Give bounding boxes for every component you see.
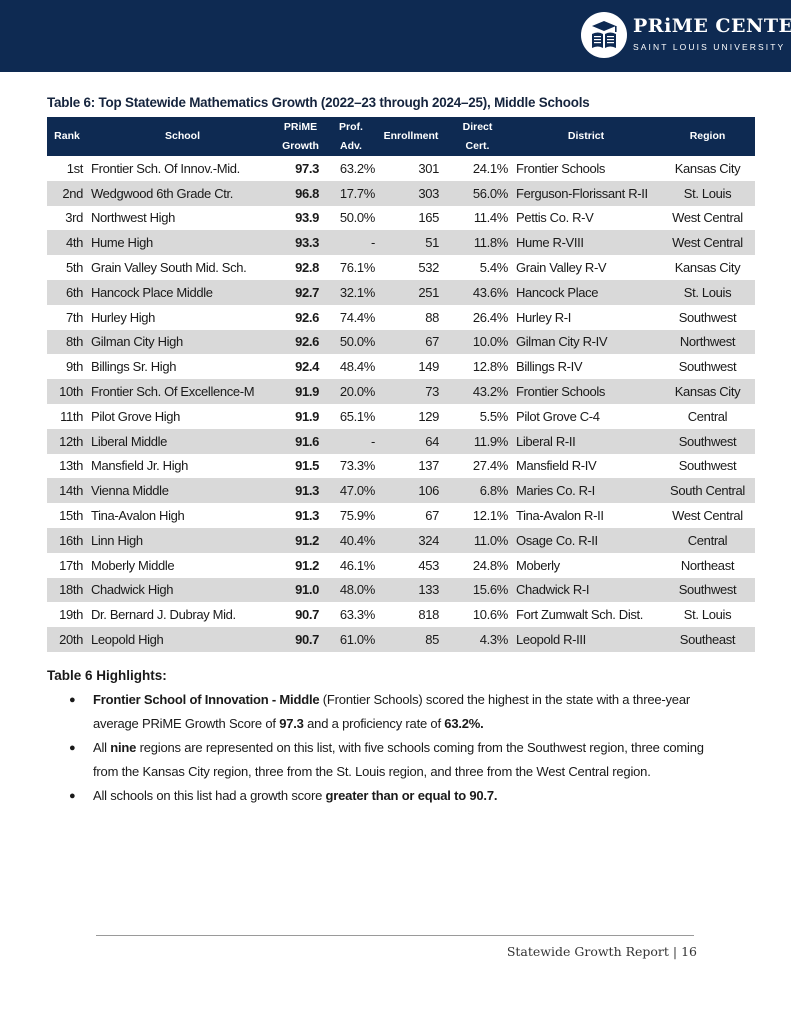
cell-direct-cert: 24.8%: [443, 553, 512, 578]
cell-prof-adv: 61.0%: [323, 627, 379, 652]
cell-growth: 92.8: [278, 255, 323, 280]
cell-school: Vienna Middle: [87, 478, 278, 503]
cell-enrollment: 64: [379, 429, 443, 454]
cell-school: Linn High: [87, 528, 278, 553]
col-header-region: Region: [660, 117, 755, 156]
cell-district: Frontier Schools: [512, 156, 660, 181]
cell-rank: 12th: [47, 429, 87, 454]
bullet-icon: ●: [69, 694, 76, 706]
cell-prof-adv: 65.1%: [323, 404, 379, 429]
cell-enrollment: 303: [379, 181, 443, 206]
table-row: [47, 330, 755, 355]
cell-school: Frontier Sch. Of Innov.-Mid.: [87, 156, 278, 181]
table-row: [47, 478, 755, 503]
highlight-bold: greater than or equal to 90.7.: [325, 788, 498, 803]
cell-direct-cert: 10.0%: [443, 330, 512, 355]
cell-prof-adv: 20.0%: [323, 379, 379, 404]
cell-district: Frontier Schools: [512, 379, 660, 404]
col-header-prof-line1: Prof.: [339, 120, 363, 133]
cell-growth: 96.8: [278, 181, 323, 206]
cell-growth: 91.9: [278, 404, 323, 429]
cell-enrollment: 453: [379, 553, 443, 578]
table-body: [47, 156, 755, 652]
cell-direct-cert: 5.4%: [443, 255, 512, 280]
cell-district: Hancock Place: [512, 280, 660, 305]
cell-district: Pilot Grove C-4: [512, 404, 660, 429]
cell-enrollment: 324: [379, 528, 443, 553]
col-header-direct-line1: Direct: [462, 120, 493, 133]
cell-region: St. Louis: [660, 602, 755, 627]
cell-growth: 92.4: [278, 354, 323, 379]
cell-enrollment: 251: [379, 280, 443, 305]
cell-district: Hume R-VIII: [512, 230, 660, 255]
cell-growth: 91.6: [278, 429, 323, 454]
cell-direct-cert: 15.6%: [443, 578, 512, 603]
cell-direct-cert: 11.0%: [443, 528, 512, 553]
cell-enrollment: 106: [379, 478, 443, 503]
highlight-bold: Frontier School of Innovation - Middle: [93, 692, 320, 707]
cell-direct-cert: 56.0%: [443, 181, 512, 206]
table-row: [47, 528, 755, 553]
cell-direct-cert: 4.3%: [443, 627, 512, 652]
highlight-text: and a proficiency rate of: [303, 716, 445, 731]
cell-region: Central: [660, 528, 755, 553]
cell-region: Central: [660, 404, 755, 429]
cell-prof-adv: 48.0%: [323, 578, 379, 603]
table-row: [47, 230, 755, 255]
cell-enrollment: 133: [379, 578, 443, 603]
bullet-icon: ●: [69, 790, 76, 802]
col-header-enrollment: Enrollment: [379, 117, 443, 156]
cell-school: Pilot Grove High: [87, 404, 278, 429]
cell-prof-adv: 17.7%: [323, 181, 379, 206]
cell-enrollment: 532: [379, 255, 443, 280]
cell-district: Leopold R-III: [512, 627, 660, 652]
cell-direct-cert: 5.5%: [443, 404, 512, 429]
col-header-direct: [443, 117, 512, 156]
table-row: [47, 156, 755, 181]
cell-rank: 11th: [47, 404, 87, 429]
cell-rank: 5th: [47, 255, 87, 280]
cell-rank: 19th: [47, 602, 87, 627]
cell-rank: 1st: [47, 156, 87, 181]
cell-direct-cert: 43.6%: [443, 280, 512, 305]
cell-enrollment: 51: [379, 230, 443, 255]
header-band: [0, 0, 810, 72]
col-header-growth-line1: PRiME: [283, 120, 318, 133]
cell-district: Ferguson-Florissant R-II: [512, 181, 660, 206]
cell-district: Pettis Co. R-V: [512, 206, 660, 231]
cell-direct-cert: 26.4%: [443, 305, 512, 330]
cell-school: Liberal Middle: [87, 429, 278, 454]
cell-prof-adv: 74.4%: [323, 305, 379, 330]
cell-school: Chadwick High: [87, 578, 278, 603]
cell-prof-adv: -: [323, 429, 379, 454]
cell-prof-adv: 76.1%: [323, 255, 379, 280]
cell-enrollment: 85: [379, 627, 443, 652]
cell-rank: 8th: [47, 330, 87, 355]
cell-prof-adv: -: [323, 230, 379, 255]
cell-prof-adv: 63.3%: [323, 602, 379, 627]
cell-school: Dr. Bernard J. Dubray Mid.: [87, 602, 278, 627]
cell-enrollment: 73: [379, 379, 443, 404]
col-header-growth-line2: Growth: [282, 139, 319, 152]
cell-district: Tina-Avalon R-II: [512, 503, 660, 528]
cell-prof-adv: 48.4%: [323, 354, 379, 379]
cell-district: Moberly: [512, 553, 660, 578]
cell-growth: 91.9: [278, 379, 323, 404]
cell-growth: 92.6: [278, 305, 323, 330]
cell-rank: 14th: [47, 478, 87, 503]
cell-growth: 93.3: [278, 230, 323, 255]
cell-rank: 10th: [47, 379, 87, 404]
cell-school: Tina-Avalon High: [87, 503, 278, 528]
cell-enrollment: 67: [379, 330, 443, 355]
cell-region: Northeast: [660, 553, 755, 578]
cell-growth: 91.3: [278, 478, 323, 503]
cell-district: Grain Valley R-V: [512, 255, 660, 280]
cell-growth: 90.7: [278, 627, 323, 652]
cell-region: Kansas City: [660, 255, 755, 280]
table-row: [47, 354, 755, 379]
cell-school: Mansfield Jr. High: [87, 454, 278, 479]
highlight-item: [47, 736, 707, 784]
cell-district: Chadwick R-I: [512, 578, 660, 603]
col-header-district: District: [512, 117, 660, 156]
cell-prof-adv: 47.0%: [323, 478, 379, 503]
cell-direct-cert: 12.1%: [443, 503, 512, 528]
cell-school: Frontier Sch. Of Excellence-M: [87, 379, 278, 404]
cell-region: St. Louis: [660, 280, 755, 305]
table-row: [47, 379, 755, 404]
table-row: [47, 404, 755, 429]
table-row: [47, 429, 755, 454]
cell-district: Fort Zumwalt Sch. Dist.: [512, 602, 660, 627]
cell-rank: 4th: [47, 230, 87, 255]
cell-direct-cert: 11.4%: [443, 206, 512, 231]
cell-enrollment: 165: [379, 206, 443, 231]
cell-district: Osage Co. R-II: [512, 528, 660, 553]
cell-enrollment: 137: [379, 454, 443, 479]
cell-district: Maries Co. R-I: [512, 478, 660, 503]
cell-direct-cert: 27.4%: [443, 454, 512, 479]
cell-district: Billings R-IV: [512, 354, 660, 379]
cell-enrollment: 88: [379, 305, 443, 330]
cell-growth: 92.6: [278, 330, 323, 355]
cell-school: Grain Valley South Mid. Sch.: [87, 255, 278, 280]
highlight-text: regions are represented on this list, with five schools coming from the Southwest region, three coming from the Kansas City region, three from the St. Louis region, and three from the West Central region.: [93, 740, 704, 779]
table-row: [47, 602, 755, 627]
cell-direct-cert: 11.9%: [443, 429, 512, 454]
cell-district: Mansfield R-IV: [512, 454, 660, 479]
cell-region: Southwest: [660, 429, 755, 454]
col-header-growth: [278, 117, 323, 156]
cell-growth: 97.3: [278, 156, 323, 181]
cell-rank: 2nd: [47, 181, 87, 206]
table-row: [47, 627, 755, 652]
table-row: [47, 280, 755, 305]
cell-growth: 91.2: [278, 528, 323, 553]
cell-region: Northwest: [660, 330, 755, 355]
table-row: [47, 578, 755, 603]
highlight-bold: nine: [110, 740, 137, 755]
cell-region: West Central: [660, 503, 755, 528]
col-header-prof: [323, 117, 379, 156]
cell-rank: 3rd: [47, 206, 87, 231]
cell-region: Southwest: [660, 454, 755, 479]
bullet-icon: ●: [69, 742, 76, 754]
col-header-school: School: [87, 117, 278, 156]
cell-prof-adv: 50.0%: [323, 206, 379, 231]
cell-region: Kansas City: [660, 156, 755, 181]
cell-direct-cert: 6.8%: [443, 478, 512, 503]
highlight-bold: 97.3: [279, 716, 304, 731]
cell-rank: 13th: [47, 454, 87, 479]
cell-region: Southwest: [660, 305, 755, 330]
cell-prof-adv: 75.9%: [323, 503, 379, 528]
cell-rank: 6th: [47, 280, 87, 305]
table-row: [47, 454, 755, 479]
cell-enrollment: 129: [379, 404, 443, 429]
cell-rank: 16th: [47, 528, 87, 553]
cell-growth: 90.7: [278, 602, 323, 627]
book-graduation-cap-icon: [586, 17, 622, 53]
cell-region: South Central: [660, 478, 755, 503]
cell-direct-cert: 43.2%: [443, 379, 512, 404]
footer-page-label: Statewide Growth Report | 16: [506, 944, 697, 959]
cell-enrollment: 149: [379, 354, 443, 379]
brand-subtitle: SAINT LOUIS UNIVERSITY: [633, 42, 786, 52]
cell-growth: 91.0: [278, 578, 323, 603]
cell-prof-adv: 32.1%: [323, 280, 379, 305]
table-row: [47, 181, 755, 206]
cell-growth: 92.7: [278, 280, 323, 305]
cell-district: Liberal R-II: [512, 429, 660, 454]
cell-direct-cert: 24.1%: [443, 156, 512, 181]
table-row: [47, 553, 755, 578]
cell-rank: 15th: [47, 503, 87, 528]
brand-name: PRiME CENTER: [633, 15, 810, 37]
cell-region: West Central: [660, 206, 755, 231]
footer-divider: [96, 935, 694, 936]
table-row: [47, 206, 755, 231]
table-row: [47, 255, 755, 280]
cell-school: Northwest High: [87, 206, 278, 231]
highlight-text: All schools on this list had a growth score: [93, 788, 326, 803]
highlights-title: Table 6 Highlights:: [47, 668, 167, 683]
cell-prof-adv: 40.4%: [323, 528, 379, 553]
highlights-list: [47, 688, 707, 808]
highlight-item: [47, 688, 707, 736]
cell-region: Southwest: [660, 354, 755, 379]
table-title: Table 6: Top Statewide Mathematics Growth (2022–23 through 2024–25), Middle Schools: [47, 95, 590, 110]
cell-district: Gilman City R-IV: [512, 330, 660, 355]
cell-region: Southeast: [660, 627, 755, 652]
table-header-row: [47, 117, 755, 156]
table-row: [47, 503, 755, 528]
cell-school: Hancock Place Middle: [87, 280, 278, 305]
cell-school: Hurley High: [87, 305, 278, 330]
col-header-rank: Rank: [47, 117, 87, 156]
cell-school: Moberly Middle: [87, 553, 278, 578]
cell-prof-adv: 63.2%: [323, 156, 379, 181]
logo-badge: [581, 12, 627, 58]
cell-prof-adv: 50.0%: [323, 330, 379, 355]
cell-rank: 9th: [47, 354, 87, 379]
highlight-text: All: [93, 740, 111, 755]
cell-school: Hume High: [87, 230, 278, 255]
highlight-text: (Frontier Schools) scored the highest in the state with a three-year average PRiME Growth Score of: [93, 692, 690, 731]
growth-table: [47, 117, 755, 652]
cell-direct-cert: 10.6%: [443, 602, 512, 627]
cell-school: Leopold High: [87, 627, 278, 652]
highlight-item: [47, 784, 707, 808]
cell-region: Kansas City: [660, 379, 755, 404]
cell-direct-cert: 11.8%: [443, 230, 512, 255]
cell-region: West Central: [660, 230, 755, 255]
cell-region: St. Louis: [660, 181, 755, 206]
col-header-direct-line2: Cert.: [465, 139, 490, 152]
cell-growth: 91.2: [278, 553, 323, 578]
highlight-bold: 63.2%.: [444, 716, 484, 731]
col-header-prof-line2: Adv.: [340, 139, 362, 152]
cell-rank: 20th: [47, 627, 87, 652]
cell-school: Wedgwood 6th Grade Ctr.: [87, 181, 278, 206]
prime-center-logo: [581, 12, 810, 59]
cell-rank: 18th: [47, 578, 87, 603]
cell-rank: 17th: [47, 553, 87, 578]
cell-prof-adv: 73.3%: [323, 454, 379, 479]
cell-growth: 91.3: [278, 503, 323, 528]
table-row: [47, 305, 755, 330]
cell-enrollment: 67: [379, 503, 443, 528]
cell-region: Southwest: [660, 578, 755, 603]
cell-enrollment: 301: [379, 156, 443, 181]
cell-school: Billings Sr. High: [87, 354, 278, 379]
cell-rank: 7th: [47, 305, 87, 330]
cell-school: Gilman City High: [87, 330, 278, 355]
cell-growth: 91.5: [278, 454, 323, 479]
cell-direct-cert: 12.8%: [443, 354, 512, 379]
cell-growth: 93.9: [278, 206, 323, 231]
cell-district: Hurley R-I: [512, 305, 660, 330]
cell-prof-adv: 46.1%: [323, 553, 379, 578]
cell-enrollment: 818: [379, 602, 443, 627]
